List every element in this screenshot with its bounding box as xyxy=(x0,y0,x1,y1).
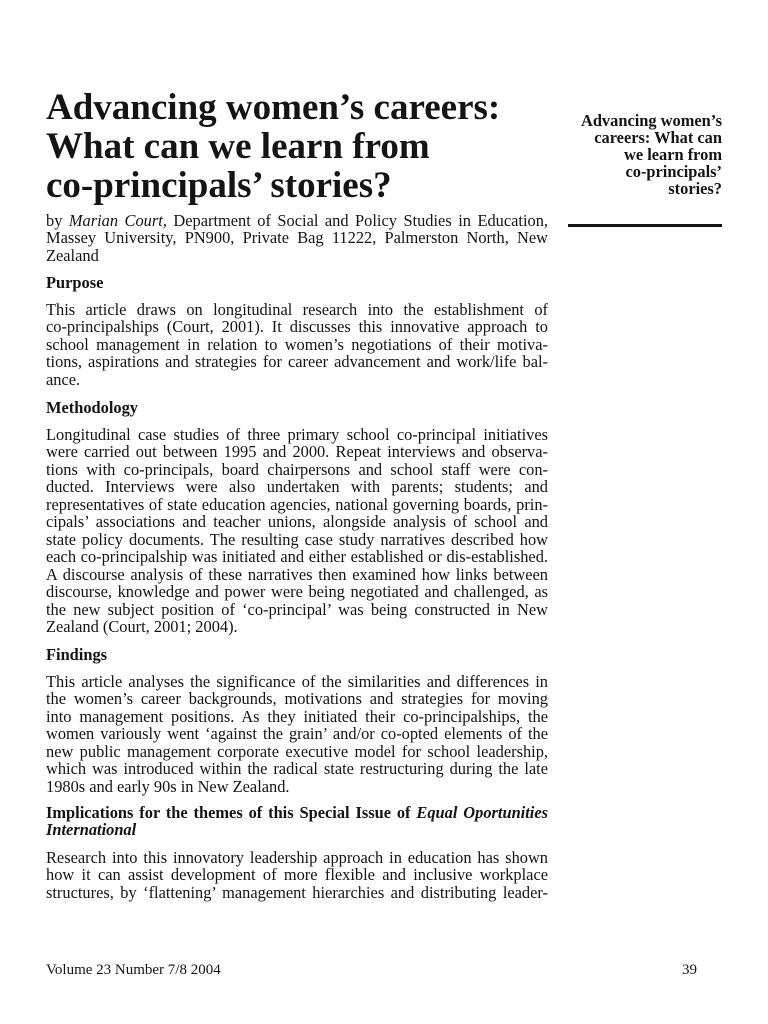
article-title-line: co-principals’ stories? xyxy=(46,165,392,206)
byline xyxy=(46,212,548,264)
footer-issue: Volume 23 Number 7/8 2004 xyxy=(46,962,221,978)
body-text-line: each co-principalship was initiated and either established or dis-established. xyxy=(46,547,548,567)
body-text-line: Research into this innovatory leadership approach in education has shown xyxy=(46,848,548,867)
implications-paragraph xyxy=(46,849,548,901)
section-heading-findings xyxy=(46,646,548,663)
body-text-line: Longitudinal case studies of three primary school co-principal initiatives xyxy=(46,425,548,444)
running-title xyxy=(542,112,722,197)
body-text-line: A discourse analysis of these narratives then examined how links between xyxy=(46,564,548,584)
body-text-line: new public management corporate executive model for school leadership, xyxy=(46,741,548,761)
section-heading-methodology xyxy=(46,399,548,416)
body-text-line: discourse, knowledge and power were being negotiated and challenged, as xyxy=(46,582,548,602)
body-text-line: co-principalships (Court, 2001). It discusses this innovative approach to xyxy=(46,317,548,337)
body-text-line: ducted. Interviews were also undertaken with parents; students; and xyxy=(46,477,548,497)
body-text-line: structures, by ‘flattening’ management hierarchies and distributing leader- xyxy=(46,882,548,902)
byline-line xyxy=(46,212,548,229)
article-title-line: What can we learn from xyxy=(46,126,430,167)
body-text-line: representatives of state education agencies, national governing boards, prin- xyxy=(46,494,548,514)
author-affiliation: Department of Social and Policy Studies in Education, xyxy=(173,211,548,230)
running-title-rule xyxy=(568,224,722,227)
body-text-line: the women’s career backgrounds, motivations and strategies for moving xyxy=(46,689,548,709)
body-text-line: school management in relation to women’s negotiations of their motiva- xyxy=(46,334,548,354)
author-name: Marian Court, xyxy=(68,211,167,230)
byline-prefix: by xyxy=(46,211,63,230)
byline-line: Massey University, PN900, Private Bag 11222, Palmerston North, New xyxy=(46,228,548,248)
section-heading-implications xyxy=(46,804,548,839)
body-text-line: were carried out between 1995 and 2000. Repeat interviews and observa- xyxy=(46,442,548,462)
body-text-line: tions with co-principals, board chairpersons and school staff were con- xyxy=(46,459,548,479)
body-text-line: Zealand (Court, 2001; 2004). xyxy=(46,616,238,636)
body-text-line: This article analyses the significance of the similarities and differences in xyxy=(46,672,548,691)
body-text-line: cipals’ associations and teacher unions, alongside analysis of school and xyxy=(46,512,548,532)
section-heading-purpose xyxy=(46,274,548,291)
running-title-line: Advancing women’s xyxy=(580,111,722,130)
running-title-line: careers: What can xyxy=(594,128,722,147)
article-title xyxy=(46,88,500,205)
body-text-line: 1980s and early 90s in New Zealand. xyxy=(46,776,290,796)
body-text-line: into management positions. As they initiated their co-principalships, the xyxy=(46,706,548,726)
purpose-paragraph xyxy=(46,301,548,388)
section-heading-text: Findings xyxy=(46,645,108,664)
running-title-line: stories? xyxy=(668,179,722,198)
section-heading-line xyxy=(46,821,548,838)
page-number: 39 xyxy=(682,962,697,978)
running-title-line: co-principals’ xyxy=(625,162,722,181)
section-heading-text: Methodology xyxy=(46,398,138,417)
running-title-line: we learn from xyxy=(623,145,722,164)
article-title-line: Advancing women’s careers: xyxy=(46,87,501,128)
byline-line: Zealand xyxy=(46,245,99,265)
findings-paragraph xyxy=(46,673,548,795)
body-text-line: ance. xyxy=(46,369,81,389)
section-heading-text: Implications for the themes of this Special Issue of xyxy=(46,803,411,822)
body-text-line: tions, aspirations and strategies for career advancement and work/life bal- xyxy=(46,352,548,372)
body-text-line: the new subject position of ‘co-principal’ was being constructed in New xyxy=(46,599,548,619)
body-text-line: This article draws on longitudinal research into the establishment of xyxy=(46,300,548,319)
body-text-line: how it can assist development of more flexible and inclusive workplace xyxy=(46,865,548,885)
body-text-line: state policy documents. The resulting case study narratives described how xyxy=(46,529,548,549)
section-heading-line xyxy=(46,804,548,821)
journal-name: International xyxy=(46,820,137,840)
body-text-line: which was introduced within the radical state restructuring during the late xyxy=(46,759,548,779)
journal-name: Equal Oportunities xyxy=(416,803,548,822)
section-heading-text: Purpose xyxy=(46,273,104,292)
body-text-line: women variously went ‘against the grain’ and/or co-opted elements of the xyxy=(46,724,548,744)
methodology-paragraph xyxy=(46,426,548,635)
